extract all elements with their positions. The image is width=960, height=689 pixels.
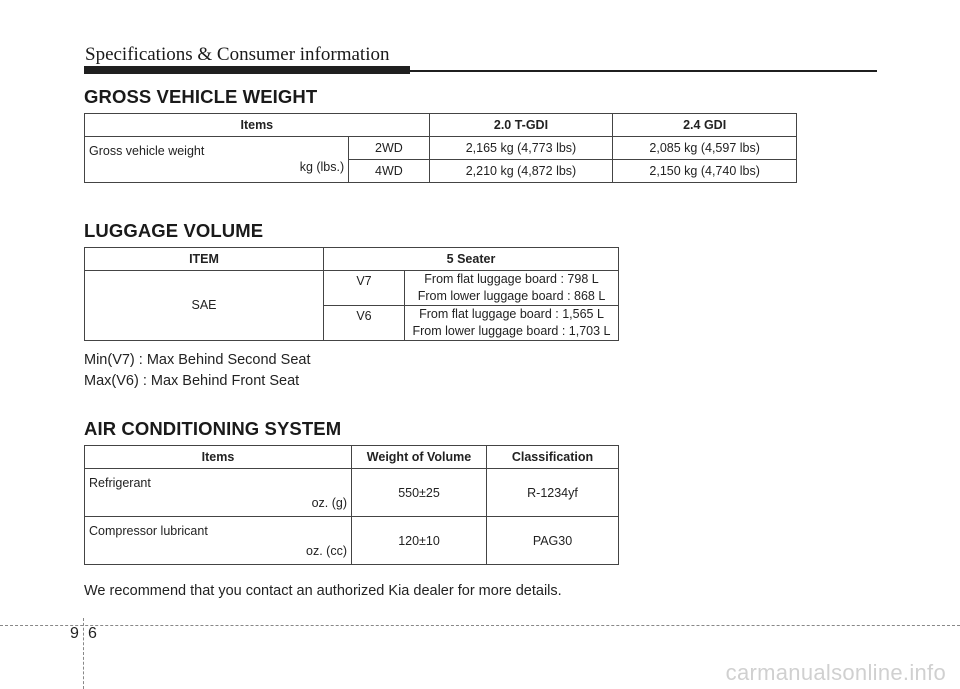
ac-header-weight: Weight of Volume: [352, 446, 487, 469]
ac-header-items: Items: [85, 446, 352, 469]
ac-note: We recommend that you contact an authorized Kia dealer for more details.: [84, 583, 562, 599]
luggage-v7-values: [405, 271, 619, 306]
ac-header-class: Classification: [487, 446, 619, 469]
ac-lubricant-unit: oz. (cc): [306, 544, 347, 558]
luggage-title: LUGGAGE VOLUME: [84, 220, 264, 241]
luggage-header-item: ITEM: [85, 248, 324, 271]
luggage-header-seater: 5 Seater: [324, 248, 619, 271]
ac-refrigerant-weight: 550±25: [352, 469, 487, 517]
gvw-4wd-gdi: 2,150 kg (4,740 lbs): [613, 160, 797, 183]
gvw-header-tgdi: 2.0 T-GDI: [429, 114, 613, 137]
ac-lubricant-weight: 120±10: [352, 517, 487, 565]
ac-refrigerant-class: R-1234yf: [487, 469, 619, 517]
luggage-table: [84, 247, 619, 341]
luggage-note-min: Min(V7) : Max Behind Second Seat: [84, 352, 311, 368]
gvw-2wd-tgdi: 2,165 kg (4,773 lbs): [429, 137, 613, 160]
gvw-drive-2wd: 2WD: [349, 137, 430, 160]
luggage-v7-lower: From lower luggage board : 868 L: [417, 289, 606, 303]
ac-refrigerant-unit: oz. (g): [311, 496, 347, 510]
gvw-unit: kg (lbs.): [299, 160, 345, 174]
luggage-standard: SAE: [85, 271, 324, 341]
luggage-mode-v7: V7: [324, 271, 405, 306]
luggage-v7-flat: From flat luggage board : 798 L: [424, 272, 599, 286]
gvw-table: [84, 113, 797, 183]
gvw-header-items: Items: [85, 114, 430, 137]
luggage-mode-v6: V6: [324, 306, 405, 341]
gvw-title: GROSS VEHICLE WEIGHT: [84, 86, 318, 107]
ac-lubricant-label: Compressor lubricant: [89, 524, 208, 538]
luggage-v6-values: [405, 306, 619, 341]
luggage-v6-flat: From flat luggage board : 1,565 L: [419, 307, 604, 321]
gvw-drive-4wd: 4WD: [349, 160, 430, 183]
header-rule: [410, 70, 877, 72]
gvw-item-label: Gross vehicle weight: [89, 144, 205, 158]
ac-lubricant-class: PAG30: [487, 517, 619, 565]
watermark: carmanualsonline.info: [725, 660, 946, 685]
footer-page-number: 6: [88, 625, 97, 642]
luggage-note-max: Max(V6) : Max Behind Front Seat: [84, 373, 300, 389]
header-bar: [84, 66, 410, 74]
ac-table: [84, 445, 619, 565]
header-title: Specifications & Consumer information: [85, 44, 390, 65]
gvw-header-gdi: 2.4 GDI: [613, 114, 797, 137]
ac-item-refrigerant: [85, 469, 352, 517]
footer-dashed-divider: [83, 618, 84, 689]
footer-section-number: 9: [70, 625, 79, 642]
ac-refrigerant-label: Refrigerant: [89, 476, 151, 490]
luggage-v6-lower: From lower luggage board : 1,703 L: [412, 324, 611, 338]
gvw-item-cell: [85, 137, 349, 183]
footer-dashed-rule: [0, 625, 960, 626]
gvw-4wd-tgdi: 2,210 kg (4,872 lbs): [429, 160, 613, 183]
ac-item-lubricant: [85, 517, 352, 565]
gvw-2wd-gdi: 2,085 kg (4,597 lbs): [613, 137, 797, 160]
ac-title: AIR CONDITIONING SYSTEM: [84, 418, 342, 439]
